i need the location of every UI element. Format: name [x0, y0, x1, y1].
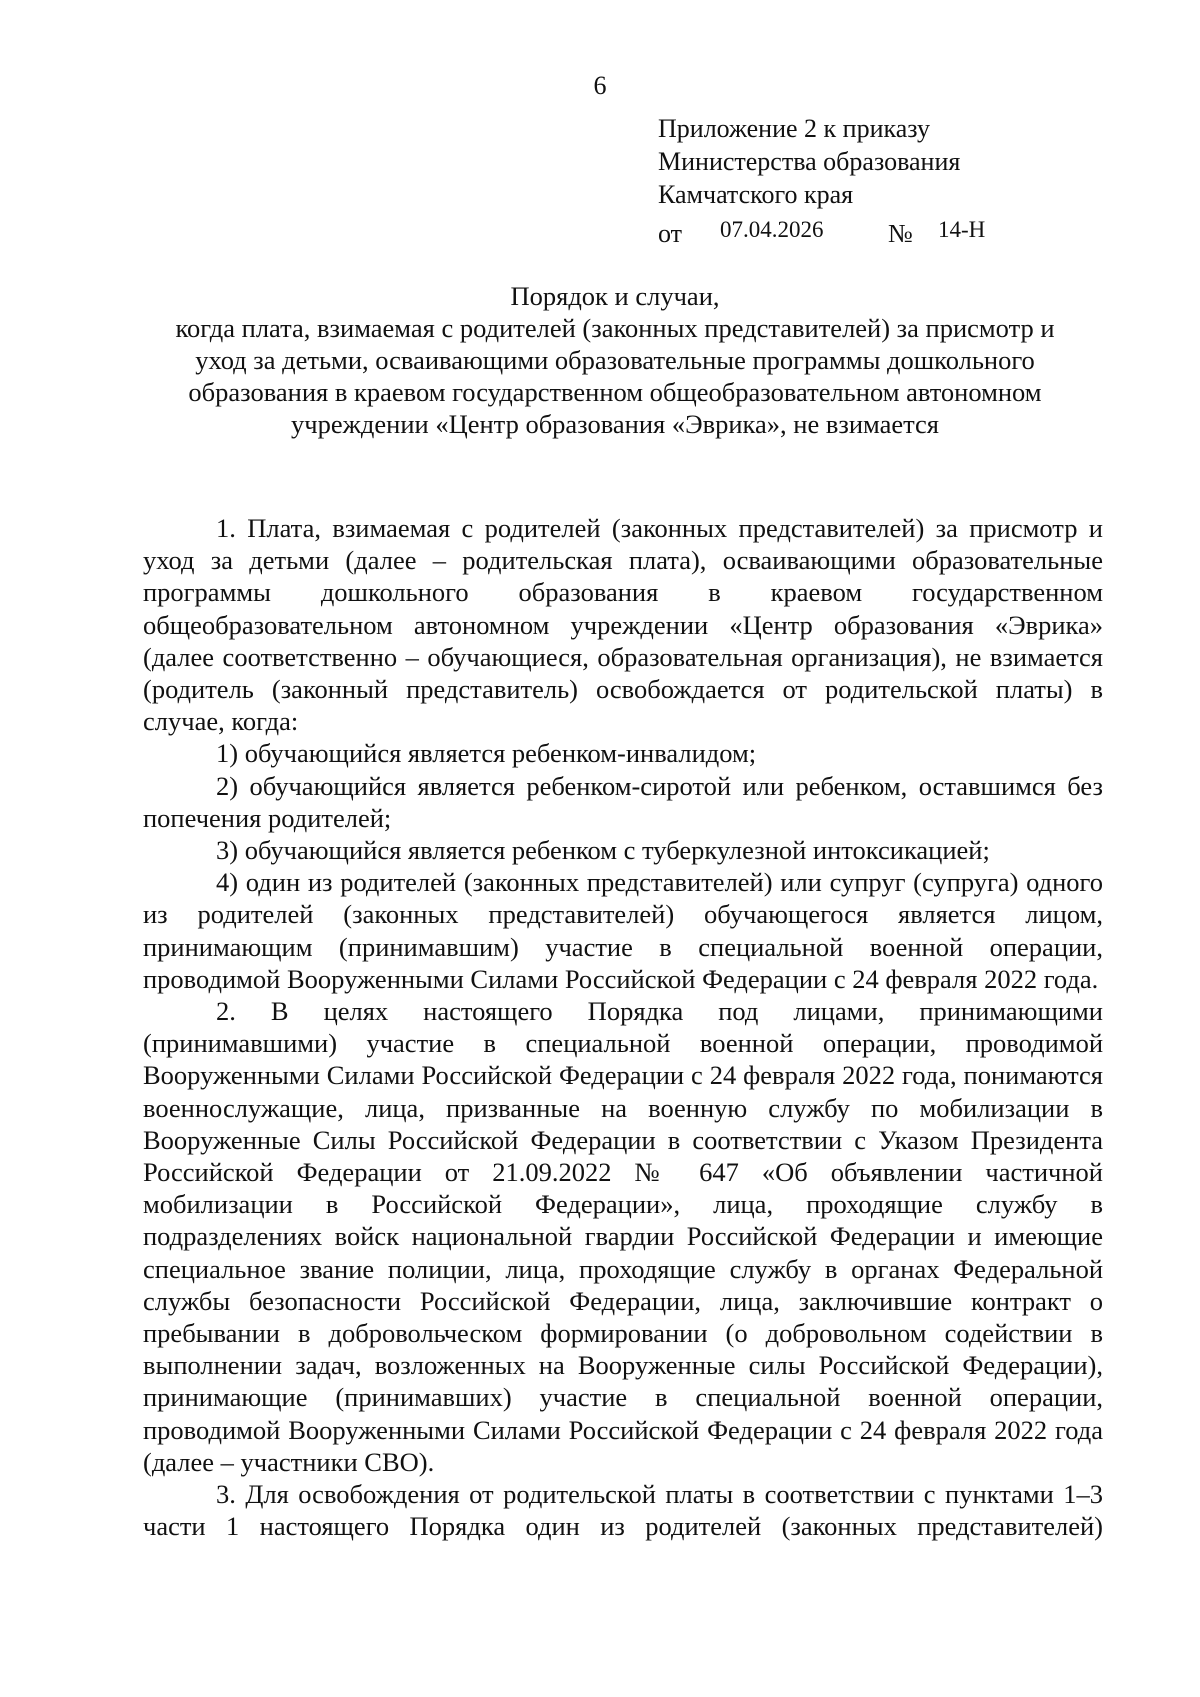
order-from-label: от [658, 219, 683, 248]
title-line: образования в краевом государственном общеобразовательном автономном [188, 377, 1042, 407]
approval-line: Приложение 2 к приказу [658, 114, 931, 143]
title-line: уход за детьми, осваивающими образовательные программы дошкольного [195, 345, 1035, 375]
approval-block [658, 112, 1078, 246]
title-line: Порядок и случаи, [510, 281, 720, 311]
approval-line: Министерства образования [658, 147, 961, 176]
paragraph-clause-1: 1. Плата, взимаемая с родителей (законных представителей) за присмотр и уход за детьми (далее – родительская плата), осваивающими образовательные программы дошкольного образования в краевом государственном общеобразовательном автономном учреждении «Центр образования «Эврика» (далее соответственно – обучающиеся, образовательная организация), не взимается (родитель (законный представитель) освобождается от родительской платы) в случае, когда: [143, 513, 1103, 737]
approval-line: Камчатского края [658, 180, 854, 209]
paragraph-clause-3: 3. Для освобождения от родительской платы в соответствии с пунктами 1–3 части 1 настоящего Порядка один из родителей (законных представителей) [143, 1479, 1103, 1542]
order-reference [658, 213, 1078, 246]
order-number-sign: № [888, 219, 913, 248]
paragraph-item-3: 3) обучающийся является ребенком с туберкулезной интоксикацией; [216, 835, 990, 866]
title-line: учреждении «Центр образования «Эврика», не взимается [291, 409, 939, 439]
title-line: когда плата, взимаемая с родителей (законных представителей) за присмотр и [175, 313, 1055, 343]
order-number: 14-Н [938, 217, 986, 242]
document-body [143, 512, 1103, 1543]
paragraph-clause-2: 2. В целях настоящего Порядка под лицами, принимающими (принимавшими) участие в специальной военной операции, проводимой Вооруженными Силами Российской Федерации с 24 февраля 2022 года, понимаются военнослужащие, лица, призванные на военную службу по мобилизации в Вооруженные Силы Российской Федерации в соответствии с Указом Президента Российской Федерации от 21.09.2022 № 647 «Об объявлении частичной мобилизации в Российской Федерации», лица, проходящие службу в подразделениях войск национальной гвардии Российской Федерации и имеющие специальное звание полиции, лица, проходящие службу в органах Федеральной службы безопасности Российской Федерации, лица, заключившие контракт о пребывании в добровольческом формировании (о добровольном содействии в выполнении задач, возложенных на Вооруженные силы Российской Федерации), принимающие (принимавших) участие в специальной военной операции, проводимой Вооруженными Силами Российской Федерации с 24 февраля 2022 года (далее – участники СВО). [143, 996, 1103, 1477]
page-number: 6 [593, 71, 607, 100]
document-title [130, 280, 1100, 440]
order-date: 07.04.2026 [720, 217, 824, 242]
paragraph-item-1: 1) обучающийся является ребенком-инвалидом; [216, 738, 757, 769]
paragraph-item-4: 4) один из родителей (законных представителей) или супруг (супруга) одного из родителей (законных представителей) обучающегося является лицом, принимающим (принимавшим) участие в специальной военной операции, проводимой Вооруженными Силами Российской Федерации с 24 февраля 2022 года. [143, 867, 1103, 994]
paragraph-item-2: 2) обучающийся является ребенком-сиротой или ребенком, оставшимся без попечения родителей; [143, 770, 1103, 833]
